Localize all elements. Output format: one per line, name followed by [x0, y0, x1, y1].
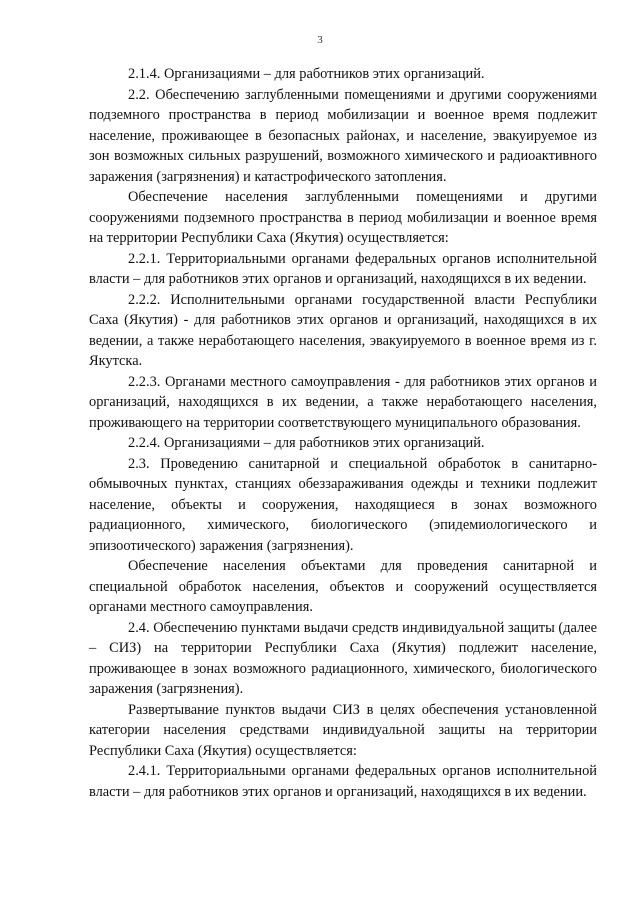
document-body — [89, 64, 597, 802]
paragraph-2-2-1: 2.2.1. Территориальными органами федеральных органов исполнительной власти – для работников этих органов и организаций, находящихся в их ведении. — [89, 250, 597, 287]
paragraph-2-4-1: 2.4.1. Территориальными органами федеральных органов исполнительной власти – для работников этих органов и организаций, находящихся в их ведении. — [89, 763, 597, 800]
paragraph-2-2-3: 2.2.3. Органами местного самоуправления - для работников этих органов и организаций, находящихся в их ведении, а также неработающего населения, проживающего на территории соответствующего муниципального образования. — [89, 373, 597, 431]
paragraph-2-2-2: 2.2.2. Исполнительными органами государственной власти Республики Саха (Якутия) - для работников этих органов и организаций, находящихся в их ведении, а также неработающего населения, эвакуируемого в военное время из г. Якутска. — [89, 291, 597, 369]
paragraph-2-2: 2.2. Обеспечению заглубленными помещениями и другими сооружениями подземного пространства в период мобилизации и военное время подлежит население, проживающее в безопасных районах, и население, эвакуируемое из зон возможных сильных разрушений, возможного химического и радиоактивного заражения (загрязнения) и катастрофического затопления. — [89, 86, 597, 185]
paragraph-provision-intro: Обеспечение населения заглубленными помещениями и другими сооружениями подземного пространства в период мобилизации и военное время на территории Республики Саха (Якутия) осуществляется: — [89, 189, 597, 246]
paragraph-2-1-4: 2.1.4. Организациями – для работников этих организаций. — [128, 66, 485, 82]
paragraph-2-3: 2.3. Проведению санитарной и специальной обработок в санитарно-обмывочных пунктах, станциях обеззараживания одежды и техники подлежит население, объекты и сооружения, находящиеся в зонах возможного радиационного, химического, биологического (эпидемиологического и эпизоотического) заражения (загрязнения). — [89, 455, 597, 554]
paragraph-2-2-4: 2.2.4. Организациями – для работников этих организаций. — [128, 435, 485, 451]
paragraph-siz-deployment: Развертывание пунктов выдачи СИЗ в целях обеспечения установленной категории населения средствами индивидуальной защиты на территории Республики Саха (Якутия) осуществляется: — [89, 701, 597, 759]
paragraph-sanitary-provision: Обеспечение населения объектами для проведения санитарной и специальной обработок населения, объектов и сооружений осуществляется органами местного самоуправления. — [89, 558, 597, 615]
paragraph-2-4: 2.4. Обеспечению пунктами выдачи средств индивидуальной защиты (далее – СИЗ) на территории Республики Саха (Якутия) подлежит население, проживающее в зонах возможного радиационного, химического, биологического заражения (загрязнения). — [89, 619, 597, 697]
page-number: 3 — [317, 34, 323, 46]
